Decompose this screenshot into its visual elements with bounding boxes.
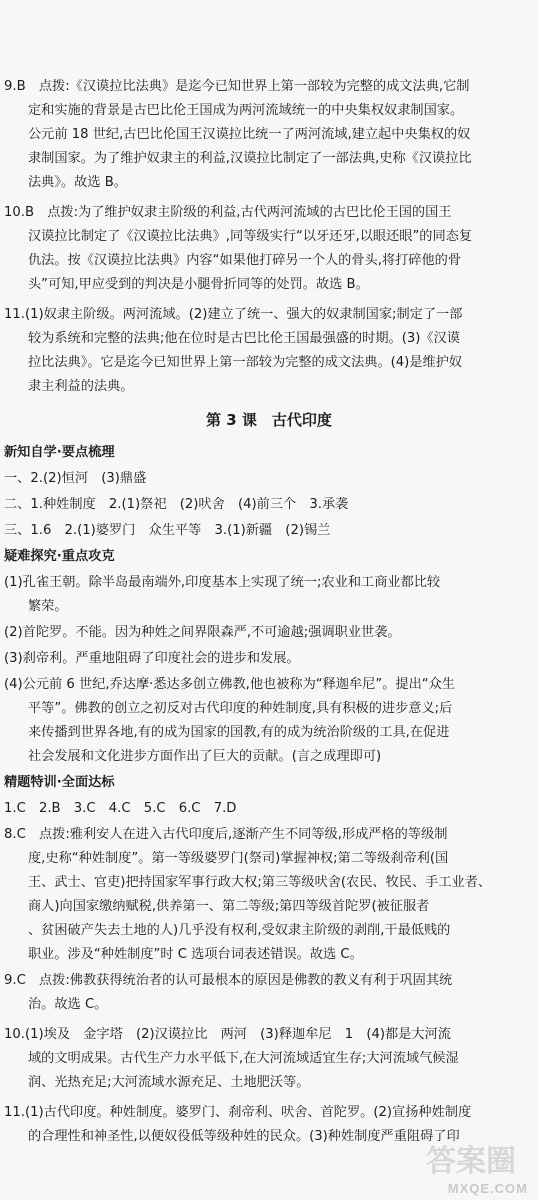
- explore-4-line-1: (4)公元前 6 世纪,乔达摩·悉达多创立佛教,他也被称为“释迦牟尼”。提出“众生: [4, 677, 455, 692]
- answer-9-line-3: 公元前 18 世纪,古巴比伦国王汉谟拉比统一了两河流域,建立起中央集权的奴: [28, 127, 471, 142]
- self-study-item-2: 二、1.种姓制度 2.(1)祭祀 (2)吠舍 (4)前三个 3.承袭: [4, 497, 349, 512]
- answer-10b-line-1: 10.(1)埃及 金字塔 (2)汉谟拉比 两河 (3)释迦牟尼 1 (4)都是大河流: [4, 1027, 451, 1042]
- explore-2: (2)首陀罗。不能。因为种姓之间界限森严,不可逾越;强调职业世袭。: [4, 625, 401, 640]
- answer-9-line-4: 隶制国家。为了维护奴隶主的利益,汉谟拉比制定了一部法典,史称《汉谟拉比: [28, 151, 472, 166]
- explore-1-line-2: 繁荣。: [28, 599, 68, 614]
- answer-10-line-3: 仇法。按《汉谟拉比法典》内容“如果他打碎另一个人的骨头,将打碎他的骨: [28, 253, 462, 268]
- answer-9c-line-1: 9.C 点拨:佛教获得统治者的认可最根本的原因是佛教的教义有利于巩固其统: [4, 973, 453, 988]
- answer-10-line-4: 头”可知,甲应受到的判决是小腿骨折同等的处罚。故选 B。: [28, 277, 369, 292]
- answer-11-line-2: 较为系统和完整的法典;他在位时是古巴比伦王国最强盛的时期。(3)《汉谟: [28, 331, 460, 346]
- choice-answers-1-7: 1.C 2.B 3.C 4.C 5.C 6.C 7.D: [4, 801, 237, 816]
- answer-9-line-1: 9.B 点拨:《汉谟拉比法典》是迄今已知世界上第一部较为完整的成文法典,它制: [4, 79, 470, 94]
- lesson-title: 第 3 课 古代印度: [206, 411, 332, 429]
- watermark-url: MXQE.COM: [447, 1181, 528, 1196]
- self-study-item-3: 三、1.6 2.(1)婆罗门 众生平等 3.(1)新疆 (2)锡兰: [4, 523, 331, 538]
- answer-11-line-4: 隶主利益的法典。: [28, 379, 134, 394]
- answer-8-line-1: 8.C 点拨:雅利安人在进入古代印度后,逐渐产生不同等级,形成严格的等级制: [4, 827, 448, 842]
- section-heading-self-study: 新知自学·要点梳理: [4, 445, 115, 460]
- watermark-logo: 答案圈: [426, 1144, 516, 1179]
- explore-4-line-3: 来传播到世界各地,有的成为国家的国教,有的成为统治阶级的工具,在促进: [28, 725, 450, 740]
- self-study-item-1: 一、2.(2)恒河 (3)鼎盛: [4, 471, 147, 486]
- explore-3: (3)刹帝利。严重地阻碍了印度社会的进步和发展。: [4, 651, 300, 666]
- explore-4-line-2: 平等”。佛教的创立之初反对古代印度的种姓制度,具有积极的进步意义;后: [28, 701, 453, 716]
- section-heading-explore: 疑难探究·重点攻克: [4, 549, 115, 564]
- explore-1-line-1: (1)孔雀王朝。除半岛最南端外,印度基本上实现了统一;农业和工商业都比较: [4, 575, 441, 590]
- answer-8-line-6: 职业。涉及“种姓制度”时 C 选项台词表述错误。故选 C。: [28, 947, 363, 962]
- answer-9-line-5: 法典》。故选 B。: [28, 175, 127, 190]
- answer-10b-line-3: 润、光热充足;大河流域水源充足、土地肥沃等。: [28, 1075, 310, 1090]
- answer-8-line-5: 、贫困破产失去土地的人)几乎没有权利,受奴隶主阶级的剥削,干最低贱的: [28, 923, 451, 938]
- section-heading-practice: 精题特训·全面达标: [4, 775, 115, 790]
- answer-8-line-3: 王、武士、官吏)把持国家军事行政大权;第三等级吠舍(农民、牧民、手工业者、: [28, 875, 492, 890]
- answer-8-line-2: 度,史称“种姓制度”。第一等级婆罗门(祭司)掌握神权;第二等级刹帝利(国: [28, 851, 449, 866]
- answer-8-line-4: 商人)向国家缴纳赋税,供养第一、第二等级;第四等级首陀罗(被征服者: [28, 899, 430, 914]
- explore-4-line-4: 社会发展和文化进步方面作出了巨大的贡献。(言之成理即可): [28, 749, 382, 764]
- answer-9-line-2: 定和实施的背景是古巴比伦王国成为两河流域统一的中央集权奴隶制国家。: [28, 103, 464, 118]
- answer-9c-line-2: 治。故选 C。: [28, 997, 108, 1012]
- answer-11b-line-1: 11.(1)古代印度。种姓制度。婆罗门、刹帝利、吠舍、首陀罗。(2)宣扬种姓制度: [4, 1105, 472, 1120]
- answer-11b-line-2: 的合理性和神圣性,以便奴役低等级种姓的民众。(3)种姓制度严重阻碍了印: [28, 1129, 460, 1144]
- answer-10-line-2: 汉谟拉比制定了《汉谟拉比法典》,同等级实行“以牙还牙,以眼还眼”的同态复: [28, 229, 473, 244]
- answer-11-line-3: 拉比法典》。它是迄今已知世界上第一部较为完整的成文法典。(4)是维护奴: [28, 355, 463, 370]
- answer-10b-line-2: 域的文明成果。古代生产力水平低下,在大河流域适宜生存;大河流域气候湿: [28, 1051, 459, 1066]
- answer-10-line-1: 10.B 点拨:为了维护奴隶主阶级的利益,古代两河流域的古巴比伦王国的国王: [4, 205, 452, 220]
- answer-11-line-1: 11.(1)奴隶主阶级。两河流域。(2)建立了统一、强大的奴隶制国家;制定了一部: [4, 307, 463, 322]
